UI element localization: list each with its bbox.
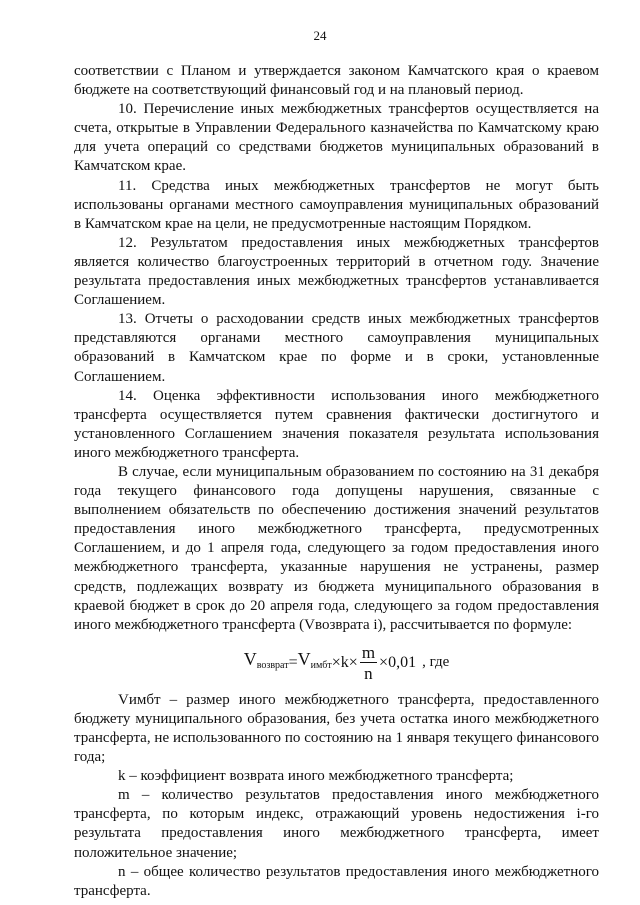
formula-numerator: m: [361, 642, 376, 662]
paragraphs-after-formula: [74, 691, 599, 901]
paragraph: m – количество результатов предоставления иного межбюджетного трансферта, по которым индекс, отражающий уровень недостижения i-го результата предоставления иного межбюджетного трансферта, имеет положительное значение;: [74, 787, 599, 861]
paragraph: 12. Результатом предоставления иных межбюджетных трансфертов является количество благоустроенных территорий в отчетном году. Значение результата предоставления иных межбюджетных трансфертов устанавливается Соглашением.: [74, 234, 599, 309]
paragraph: 14. Оценка эффективности использования иного межбюджетного трансферта осуществляется путем сравнения фактически достигнутого и установленного Соглашением значения показателя результата использования иного межбюджетного трансферта.: [74, 387, 599, 461]
paragraph: k – коэффициент возврата иного межбюджетного трансферта;: [118, 768, 514, 785]
paragraph: Vимбт – размер иного межбюджетного трансферта, предоставленного бюджету муниципального образования, без учета остатка иного межбюджетного трансферта, не использованного по состоянию на 1 января текущего финансового года;: [74, 691, 599, 766]
page-number: 24: [313, 28, 327, 43]
formula-v-imbt: $V_{имбт}$: [297, 649, 332, 672]
formula-denominator: n: [364, 663, 373, 683]
return-formula: [74, 635, 599, 691]
formula-tail: , где: [422, 654, 450, 671]
formula-times-k: ×k×: [331, 654, 358, 672]
formula-equals: =: [288, 654, 298, 672]
paragraph: 11. Средства иных межбюджетных трансфертов не могут быть использованы органами местного самоуправления муниципальных образований в Камчатском крае на цели, не предусмотренные настоящим Порядком.: [74, 177, 599, 232]
paragraph: 10. Перечисление иных межбюджетных трансфертов осуществляется на счета, открытые в Управлении Федерального казначейства по Камчатскому краю для учета операций со средствами бюджетов муниципальных образований в Камчатском крае.: [74, 101, 599, 175]
paragraphs-before-formula: [74, 62, 599, 635]
paragraph: n – общее количество результатов предоставления иного межбюджетного трансферта.: [74, 863, 599, 899]
paragraph: соответствии с Планом и утверждается законом Камчатского края о краевом бюджете на соответствующий финансовый год и на плановый период.: [74, 63, 599, 99]
document-body: [74, 62, 599, 901]
formula-coefficient: ×0,01: [379, 654, 417, 672]
formula-v-return: $V_{возврат}$: [243, 649, 289, 672]
paragraph: В случае, если муниципальным образованием по состоянию на 31 декабря года текущего финансового года допущены нарушения, связанные с выполнением обязательств по обеспечению достижения значений результатов предоставления иного межбюджетного трансферта, предусмотренных Соглашением, и до 1 апреля года, следующего за годом предоставления иного межбюджетного трансферта, указанные нарушения не устранены, размер средств, подлежащих возврату из бюджета муниципального образования в краевой бюджет в срок до 20 апреля года, следующего за годом предоставления иного межбюджетного трансферта (Vвозврата i), рассчитывается по формуле:: [74, 463, 599, 633]
formula-fraction: [360, 644, 377, 682]
paragraph: 13. Отчеты о расходовании средств иных межбюджетных трансфертов представляются органами местного самоуправления муниципальных образований в Камчатском крае по форме и в сроки, установленные Соглашением.: [74, 311, 599, 385]
